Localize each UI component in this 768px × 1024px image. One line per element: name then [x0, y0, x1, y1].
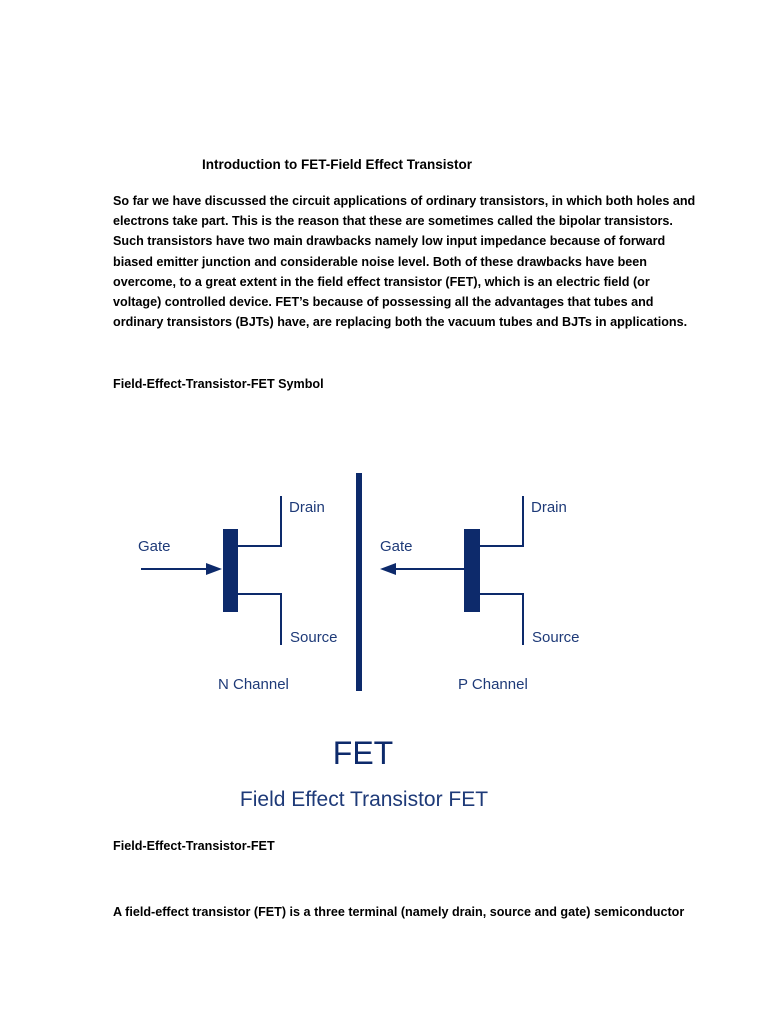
figure-big-title: FET: [332, 735, 394, 771]
p-channel-label: P Channel: [458, 676, 528, 693]
symbol-heading: Field-Effect-Transistor-FET Symbol: [113, 377, 324, 391]
n-gate-label: Gate: [138, 538, 171, 555]
p-source-lead: [480, 594, 523, 645]
n-source-lead: [238, 594, 281, 645]
paragraph-line: electrons take part. This is the reason that these are sometimes called the bipolar transistors.: [113, 214, 673, 229]
n-source-label: Source: [290, 629, 338, 646]
p-drain-lead: [480, 496, 523, 546]
fet-heading: Field-Effect-Transistor-FET: [113, 839, 275, 853]
paragraph-line: voltage) controlled device. FET’s because of possessing all the advantages that tubes and: [113, 295, 654, 310]
paragraph-line: overcome, to a great extent in the field effect transistor (FET), which is an electric field (or: [113, 274, 650, 289]
p-gate-label: Gate: [380, 538, 413, 555]
divider-bar: [356, 473, 362, 691]
p-drain-label: Drain: [531, 499, 567, 516]
n-channel-symbol: [138, 496, 338, 693]
paragraph-line: Such transistors have two main drawbacks namely low input impedance because of forward: [113, 234, 666, 249]
paragraph-line: ordinary transistors (BJTs) have, are replacing both the vacuum tubes and BJTs in applications.: [113, 315, 688, 330]
p-source-label: Source: [532, 629, 580, 646]
document-title: Introduction to FET-Field Effect Transistor: [202, 157, 473, 172]
body-text-line: A field-effect transistor (FET) is a three terminal (namely drain, source and gate) semiconductor: [113, 905, 685, 919]
n-channel-label: N Channel: [218, 676, 289, 693]
paragraph-line: So far we have discussed the circuit applications of ordinary transistors, in which both holes and: [113, 194, 696, 208]
n-channel-bar: [223, 529, 238, 612]
n-drain-lead: [238, 496, 281, 546]
figure-subtitle: Field Effect Transistor FET: [239, 788, 489, 811]
paragraph-line: biased emitter junction and considerable noise level. Both of these drawbacks have been: [113, 254, 647, 269]
p-channel-symbol: [380, 496, 580, 693]
intro-paragraph: [113, 191, 696, 332]
n-drain-label: Drain: [289, 499, 325, 516]
p-channel-bar: [464, 529, 480, 612]
p-gate-arrowhead: [380, 563, 396, 575]
fet-symbol-figure: [0, 460, 768, 820]
n-gate-arrowhead: [206, 563, 222, 575]
